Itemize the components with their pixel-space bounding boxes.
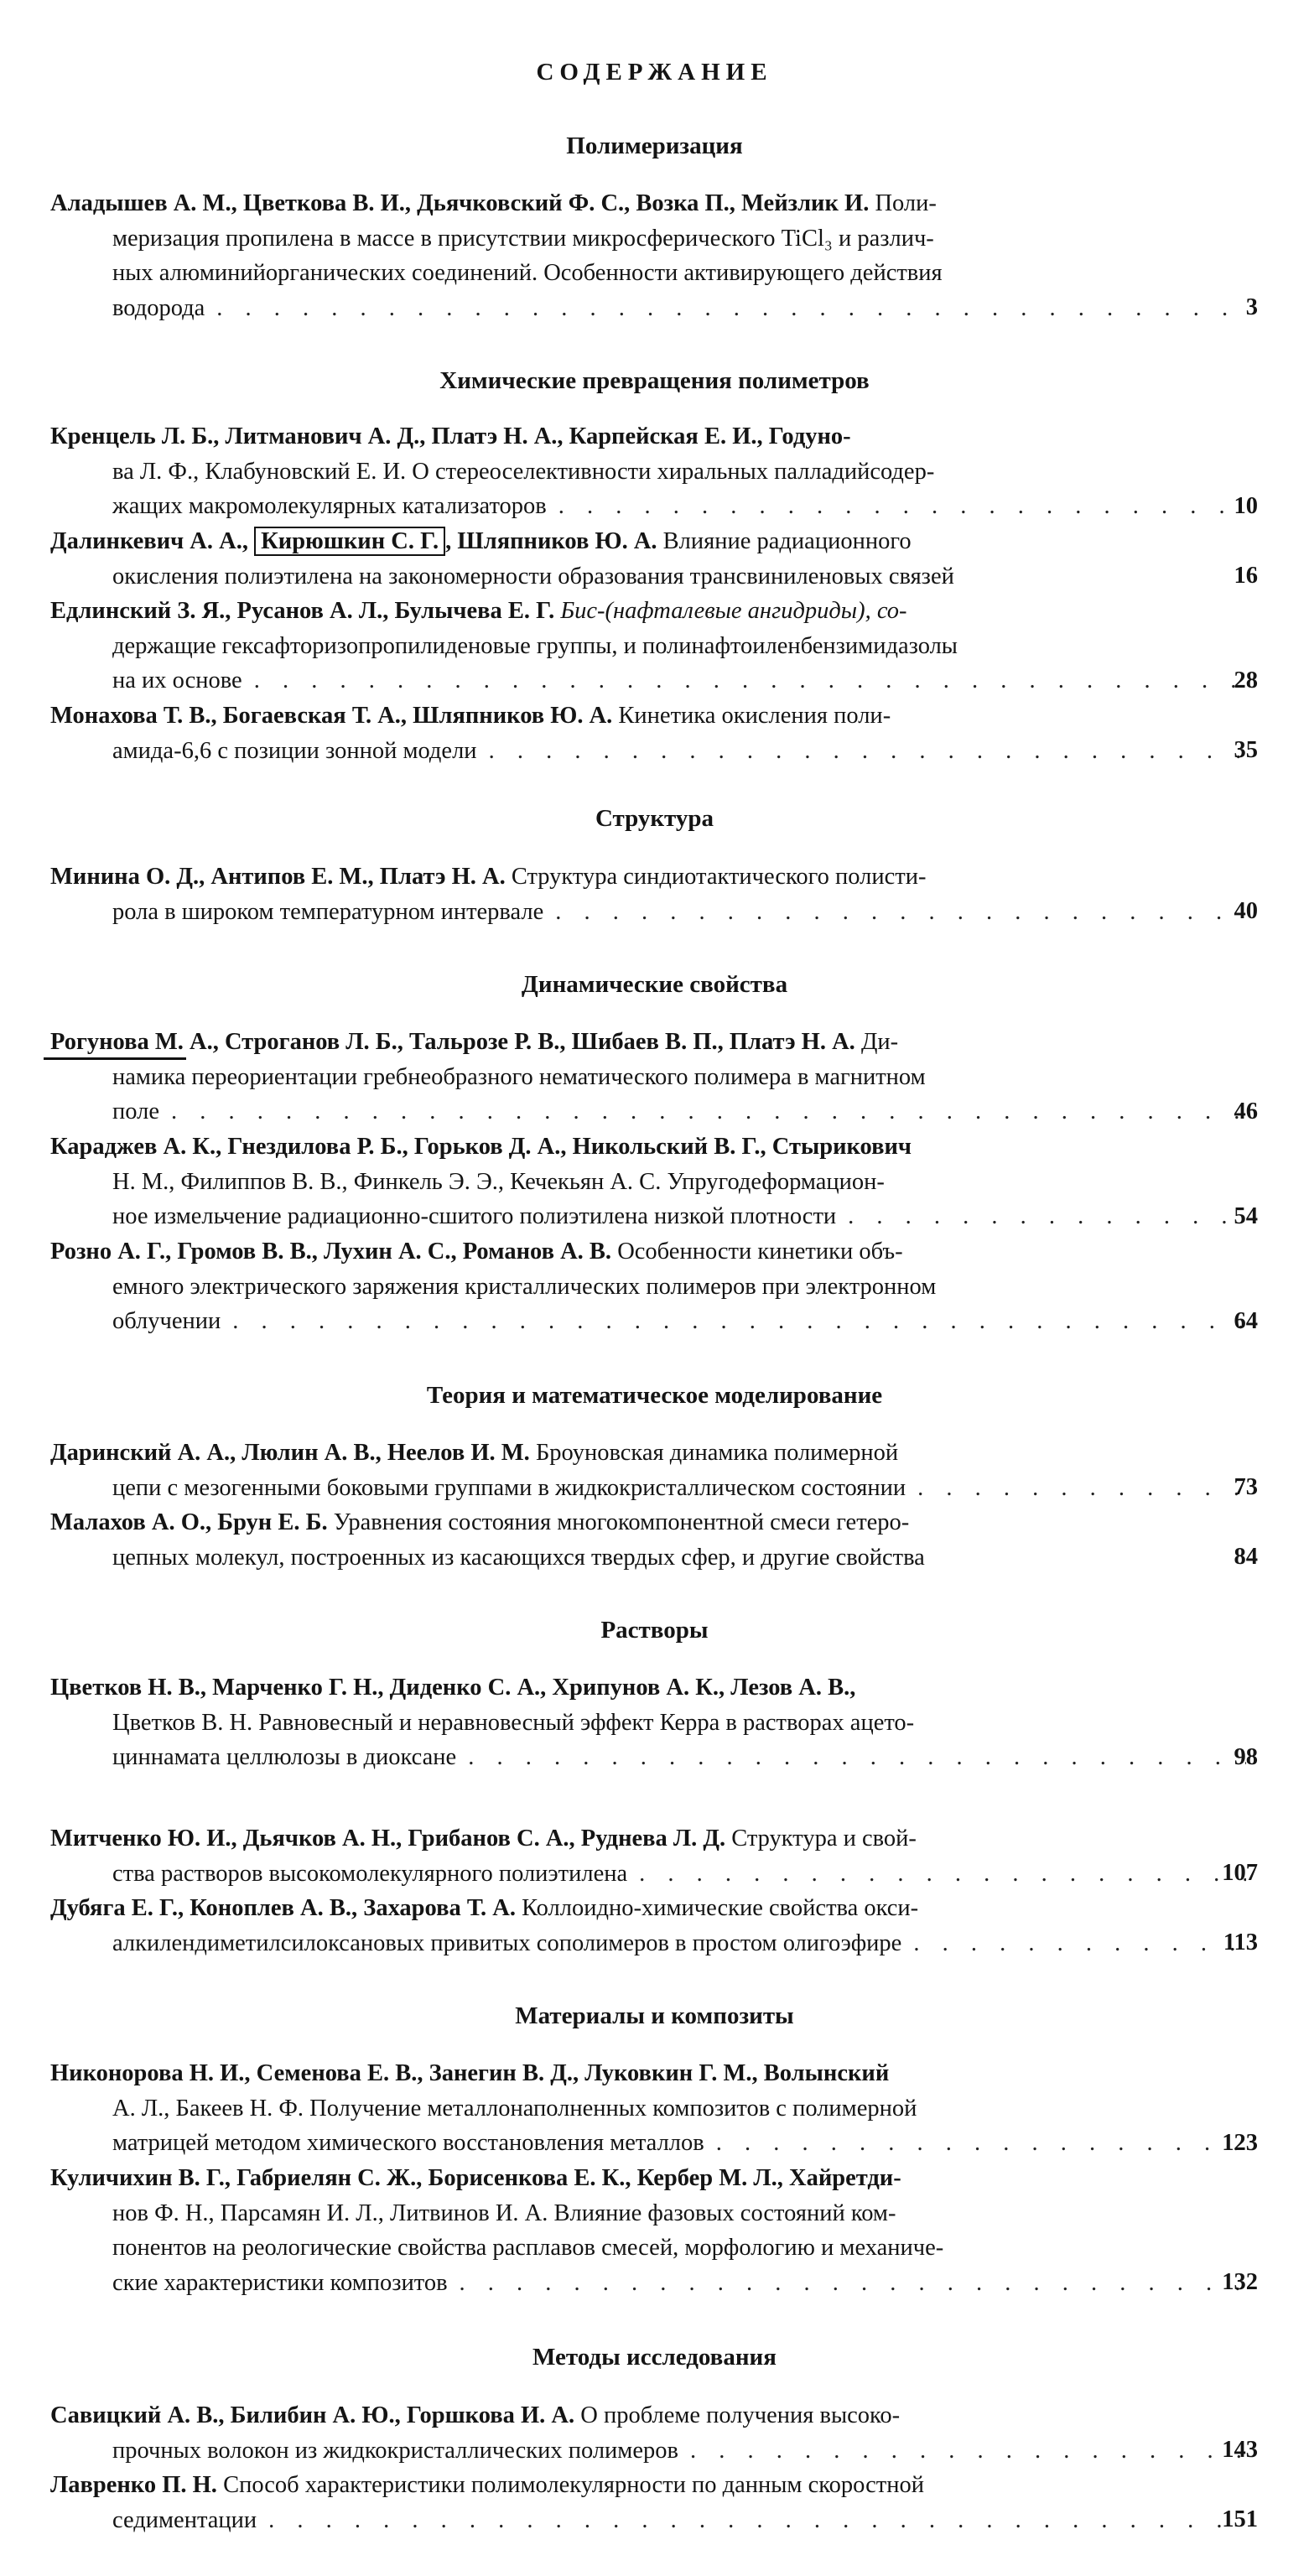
entry-title-line: рола в широком температурном интервале bbox=[112, 898, 544, 925]
entry-title-line: водорода bbox=[112, 294, 205, 321]
entry-title-line: понентов на реологические свойства расплавов смесей, морфологию и механиче- bbox=[112, 2235, 944, 2261]
page-number: 98 bbox=[1234, 1744, 1258, 1770]
entry-authors: Дубяга Е. Г., Коноплев А. В., Захарова Т. А. bbox=[50, 1895, 516, 1921]
leader-dots bbox=[639, 1857, 1246, 1892]
entry-title-line: облучении bbox=[112, 1308, 221, 1334]
entry-authors: Даринский А. А., Люлин А. В., Неелов И. М. bbox=[50, 1440, 530, 1466]
entry-title-line: Структура синдиотактического полисти- bbox=[511, 864, 927, 890]
leader-dots bbox=[917, 1471, 1246, 1506]
page-number: 113 bbox=[1223, 1929, 1258, 1955]
entry-title-line: намика переориентации гребнеобразного нематического полимера в магнитном bbox=[112, 1063, 926, 1090]
section-heading: Методы исследования bbox=[532, 2344, 777, 2371]
toc-entry bbox=[50, 1025, 1258, 1130]
entry-title-line: амида-6,6 с позиции зонной модели bbox=[112, 737, 477, 764]
entry-title-line: А. Л., Бакеев Н. Ф. Получение металлонаполненных композитов с полимерной bbox=[112, 2095, 917, 2122]
page-number: 132 bbox=[1222, 2269, 1258, 2295]
section-heading: Химические превращения полиметров bbox=[439, 367, 870, 394]
entry-title-line: жащих макромолекулярных катализаторов bbox=[112, 493, 547, 519]
entry-title-line: окисления полиэтилена на закономерности образования трансвиниленовых связей bbox=[112, 563, 954, 589]
leader-dots bbox=[216, 291, 1246, 326]
leader-dots bbox=[555, 895, 1246, 930]
entry-authors: Савицкий А. В., Билибин А. Ю., Горшкова И. А. bbox=[50, 2402, 575, 2428]
toc-entry bbox=[50, 1670, 1258, 1775]
page-number: 151 bbox=[1222, 2506, 1258, 2532]
entry-title-line: Уравнения состояния многокомпонентной смеси гетеро- bbox=[333, 1509, 910, 1535]
entry-title-line: Н. М., Филиппов В. В., Финкель Э. Э., Кечекьян А. С. Упругодеформацион- bbox=[112, 1168, 885, 1195]
entry-authors: Никонорова Н. И., Семенова Е. В., Занегин В. Д., Луковкин Г. М., Волынский bbox=[50, 2060, 890, 2086]
leader-dots bbox=[716, 2126, 1246, 2161]
entry-authors: Минина О. Д., Антипов Е. М., Платэ Н. А. bbox=[50, 864, 506, 890]
toc-entry bbox=[50, 2468, 1258, 2537]
page-number: 64 bbox=[1234, 1308, 1258, 1334]
leader-dots bbox=[468, 1740, 1246, 1775]
entry-title-line: Влияние радиационного bbox=[662, 528, 912, 554]
toc-entry bbox=[50, 419, 1258, 524]
entry-title-line: ное измельчение радиационно-сшитого полиэтилена низкой плотности bbox=[112, 1203, 837, 1229]
entry-title-line: держащие гексафторизопропилиденовые группы, и полинафтоиленбензимидазолы bbox=[112, 632, 958, 659]
section-heading: Динамические свойства bbox=[521, 971, 788, 998]
leader-dots bbox=[848, 1199, 1246, 1234]
toc-entry: Далинкевич А. А., Кирюшкин С. Г. , Шляпников Ю. А. Влияние радиационного окисления полиэтилена на закономерности образования трансвиниленовых связей 16 bbox=[50, 524, 1258, 594]
entry-authors: Монахова Т. В., Богаевская Т. А., Шляпников Ю. А. bbox=[50, 703, 613, 729]
section-heading: Растворы bbox=[600, 1617, 709, 1644]
entry-title-line: на их основе bbox=[112, 667, 242, 693]
entry-title-line: Способ характеристики полимолекулярности по данным скоростной bbox=[223, 2472, 924, 2498]
entry-authors: Караджев А. К., Гнездилова Р. Б., Горьков Д. А., Никольский В. Г., Стырикович bbox=[50, 1134, 912, 1160]
toc-entry bbox=[50, 699, 1258, 768]
page-number: 40 bbox=[1234, 898, 1258, 924]
entry-title-line: Особенности кинетики объ- bbox=[617, 1239, 903, 1265]
entry-title-line: ных алюминийорганических соединений. Особенности активирующего действия bbox=[112, 260, 943, 286]
toc-entry bbox=[50, 594, 1258, 699]
entry-authors: Кренцель Л. Б., Литманович А. Д., Платэ Н. А., Карпейская Е. И., Годуно- bbox=[50, 423, 851, 449]
page-number: 3 bbox=[1245, 294, 1258, 320]
toc-entry bbox=[50, 1234, 1258, 1339]
entry-title-line: циннамата целлюлозы в диоксане bbox=[112, 1744, 457, 1770]
entry-title-line: меризация пропилена в массе в присутствии микросферического TiCl₃ и различ- bbox=[112, 225, 934, 252]
section-heading: Структура bbox=[595, 805, 714, 832]
page-number: 54 bbox=[1234, 1203, 1258, 1229]
toc-entry bbox=[50, 1821, 1258, 1891]
entry-title-line: Цветков В. Н. Равновесный и неравновесный эффект Керра в растворах ацето- bbox=[112, 1709, 915, 1736]
boxed-author: Кирюшкин С. Г. bbox=[254, 527, 445, 556]
toc-entry bbox=[50, 186, 1258, 325]
toc-entry bbox=[50, 1505, 1258, 1575]
toc-entry bbox=[50, 2056, 1258, 2161]
page-title: СОДЕРЖАНИЕ bbox=[536, 59, 773, 86]
entry-title-line: Броуновская динамика полимерной bbox=[535, 1440, 899, 1466]
entry-title-line: цепных молекул, построенных из касающихся твердых сфер, и другие свойства bbox=[112, 1544, 925, 1571]
toc-entry bbox=[50, 860, 1258, 929]
entry-title-line: матрицей методом химического восстановления металлов bbox=[112, 2130, 704, 2156]
entry-title-line: Структура и свой- bbox=[731, 1826, 917, 1852]
section-heading: Теория и математическое моделирование bbox=[426, 1382, 883, 1409]
entry-title-line: Поли- bbox=[875, 190, 937, 216]
entry-title-line: прочных волокон из жидкокристаллических полимеров bbox=[112, 2437, 678, 2464]
section-heading: Материалы и композиты bbox=[515, 2002, 794, 2029]
entry-authors: Малахов А. О., Брун Е. Б. bbox=[50, 1509, 328, 1535]
page-number: 107 bbox=[1222, 1860, 1258, 1886]
entry-title-line: Коллоидно-химические свойства окси- bbox=[522, 1895, 919, 1921]
page-number: 123 bbox=[1222, 2130, 1258, 2156]
leader-dots bbox=[558, 489, 1246, 524]
entry-title-line: седиментации bbox=[112, 2506, 257, 2533]
page-number: 46 bbox=[1234, 1098, 1258, 1124]
entry-title-line: ва Л. Ф., Клабуновский Е. И. О стереоселективности хиральных палладийсодер- bbox=[112, 458, 935, 485]
toc-entry bbox=[50, 1130, 1258, 1234]
page-number: 73 bbox=[1234, 1474, 1258, 1500]
leader-dots bbox=[489, 734, 1246, 769]
entry-title-line: алкилендиметилсилоксановых привитых сополимеров в простом олигоэфире bbox=[112, 1929, 902, 1956]
leader-dots bbox=[268, 2503, 1246, 2538]
entry-title-line: Бис-(нафталевые ангидриды), со- bbox=[560, 598, 907, 624]
entry-title-line: поле bbox=[112, 1098, 159, 1124]
entry-authors: Розно А. Г., Громов В. В., Лухин А. С., Романов А. В. bbox=[50, 1239, 612, 1265]
entry-title-line: нов Ф. Н., Парсамян И. Л., Литвинов И. А. Влияние фазовых состояний ком- bbox=[112, 2199, 896, 2226]
leader-dots bbox=[460, 2266, 1246, 2301]
page-number: 35 bbox=[1234, 737, 1258, 763]
page-number: 28 bbox=[1234, 667, 1258, 693]
entry-title-line: ские характеристики композитов bbox=[112, 2269, 448, 2296]
page-number: 16 bbox=[1234, 563, 1258, 589]
page-number: 84 bbox=[1234, 1544, 1258, 1570]
leader-dots bbox=[913, 1926, 1246, 1961]
toc-entry bbox=[50, 2161, 1258, 2300]
entry-title-line: Кинетика окисления поли- bbox=[618, 703, 891, 729]
toc-entry bbox=[50, 1436, 1258, 1505]
leader-dots bbox=[254, 663, 1246, 699]
entry-authors: Рогунова М. А., Строганов Л. Б., Тальрозе Р. В., Шибаев В. П., Платэ Н. А. bbox=[50, 1029, 855, 1055]
leader-dots bbox=[232, 1304, 1246, 1339]
entry-authors: Едлинский З. Я., Русанов А. Л., Булычева Е. Г. bbox=[50, 598, 555, 624]
entry-authors: Митченко Ю. И., Дьячков А. Н., Грибанов С. А., Руднева Л. Д. bbox=[50, 1826, 726, 1852]
entry-title-line: О проблеме получения высоко- bbox=[580, 2402, 901, 2428]
page-number: 10 bbox=[1234, 493, 1258, 519]
entry-title-line: цепи с мезогенными боковыми группами в жидкокристаллическом состоянии bbox=[112, 1474, 906, 1501]
entry-title-line: емного электрического заряжения кристаллических полимеров при электронном bbox=[112, 1273, 937, 1300]
toc-entry bbox=[50, 2398, 1258, 2468]
entry-authors: Куличихин В. Г., Габриелян С. Ж., Борисенкова Е. К., Кербер М. Л., Хайретди- bbox=[50, 2165, 901, 2191]
entry-authors: Аладышев А. М., Цветкова В. И., Дьячковский Ф. С., Возка П., Мейзлик И. bbox=[50, 190, 870, 216]
section-heading: Полимеризация bbox=[566, 132, 743, 159]
entry-title-line: Ди- bbox=[860, 1029, 899, 1055]
leader-dots bbox=[171, 1094, 1246, 1130]
entry-title-line: ства растворов высокомолекулярного полиэтилена bbox=[112, 1860, 628, 1887]
entry-authors: Цветков Н. В., Марченко Г. Н., Диденко С. А., Хрипунов А. К., Лезов А. В., bbox=[50, 1675, 856, 1701]
toc-entry bbox=[50, 1891, 1258, 1961]
entry-authors: Лавренко П. Н. bbox=[50, 2472, 217, 2498]
leader-dots bbox=[690, 2433, 1246, 2469]
page-number: 143 bbox=[1222, 2437, 1258, 2463]
